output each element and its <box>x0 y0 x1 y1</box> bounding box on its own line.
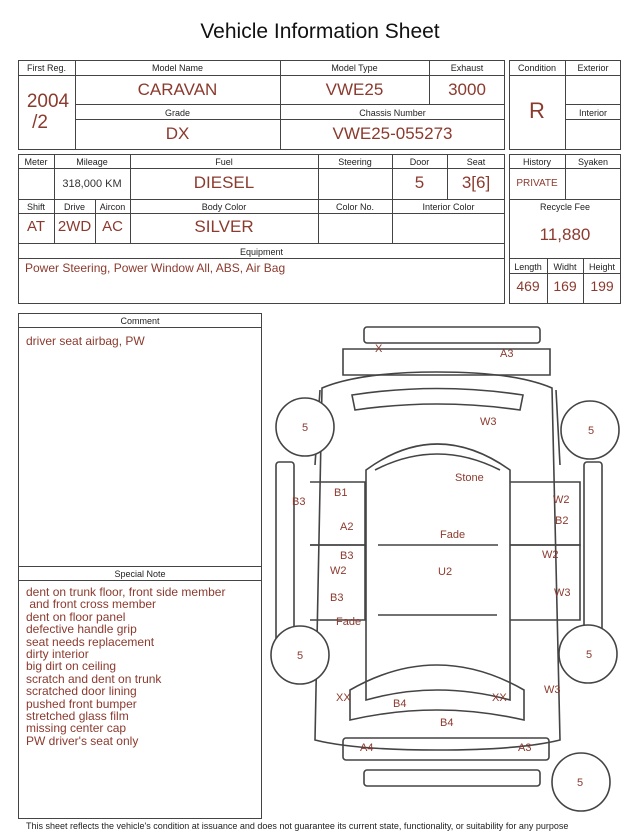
length-label: Length <box>514 262 542 272</box>
mark-rear-right-tire: 5 <box>588 425 595 437</box>
mark-rear-left-tire: 5 <box>302 422 309 434</box>
special-note-item: dirty interior <box>26 647 89 662</box>
drive-label: Drive <box>63 202 85 212</box>
width-label: Widht <box>553 262 577 272</box>
interior-color-label: Interior Color <box>422 202 475 212</box>
mark-front-right-xx: XX <box>492 692 507 704</box>
model-name-value: CARAVAN <box>137 80 218 99</box>
special-note-item: pushed front bumper <box>26 696 137 711</box>
special-note-item: stretched glass film <box>26 709 129 724</box>
chassis-value: VWE25-055273 <box>332 124 453 143</box>
special-note-item: missing center cap <box>26 721 127 736</box>
special-note-label: Special Note <box>114 569 166 579</box>
color-no-label: Color No. <box>335 202 374 212</box>
mark-front-right-w3: W3 <box>544 684 561 696</box>
history-label: History <box>522 157 551 167</box>
mark-right-rear-b2: B2 <box>555 515 569 527</box>
special-note-item: big dirt on ceiling <box>26 659 117 674</box>
door-label: Door <box>409 157 430 167</box>
grade-label: Grade <box>164 108 190 118</box>
model-type-label: Model Type <box>331 63 378 73</box>
mark-rear-bumper-a3: A3 <box>500 348 514 360</box>
seat-value: 3[6] <box>461 173 491 192</box>
exhaust-label: Exhaust <box>450 63 484 73</box>
recycle-fee-value: 11,880 <box>539 225 591 244</box>
seat-label: Seat <box>466 157 486 167</box>
first-reg-label: First Reg. <box>26 63 66 73</box>
height-value: 199 <box>590 278 614 294</box>
model-name-label: Model Name <box>151 63 204 73</box>
exhaust-value: 3000 <box>448 80 486 99</box>
equipment-value: Power Steering, Power Window All, ABS, Air Bag <box>25 261 286 275</box>
special-note-item: PW driver's seat only <box>26 733 139 748</box>
special-note-item: dent on floor panel <box>26 609 126 624</box>
mark-bumper-b4: B4 <box>440 717 454 729</box>
shift-label: Shift <box>26 202 45 212</box>
special-note-item: and front cross member <box>26 597 157 612</box>
condition-label: Condition <box>517 63 557 73</box>
special-note-item: scratch and dent on trunk <box>26 671 162 686</box>
mark-spare-tire: 5 <box>577 777 584 789</box>
mark-roof-u2: U2 <box>438 566 453 578</box>
mark-front-bumper-a3: A3 <box>518 742 532 754</box>
first-reg-year: 2004 <box>26 91 70 112</box>
shift-value: AT <box>26 218 46 235</box>
syaken-label: Syaken <box>577 157 609 167</box>
mark-left-front-b3: B3 <box>330 592 344 604</box>
width-value: 169 <box>553 278 577 294</box>
fuel-label: Fuel <box>215 157 233 167</box>
mark-left-mid-w2: W2 <box>330 565 347 577</box>
condition-value: R <box>529 98 545 123</box>
mark-left-rear-a2: A2 <box>340 521 354 533</box>
footer-disclaimer: This sheet reflects the vehicle's condition at issuance and does not guarantee its current state, functionality, or suitability for any purpose <box>26 821 569 831</box>
model-type-value: VWE25 <box>325 80 384 99</box>
mileage-label: Mileage <box>76 157 108 167</box>
mark-front-left-xx: XX <box>336 692 351 704</box>
length-value: 469 <box>516 278 540 294</box>
door-value: 5 <box>414 173 425 192</box>
meter-label: Meter <box>24 157 48 167</box>
first-reg-month: /2 <box>32 112 48 133</box>
mark-roof-stone: Stone <box>455 472 484 484</box>
special-note-item: seat needs replacement <box>26 634 155 649</box>
mark-hood-b4: B4 <box>393 698 407 710</box>
mark-right-front-w3: W3 <box>554 587 571 599</box>
page-title: Vehicle Information Sheet <box>200 20 440 43</box>
special-note-item: scratched door lining <box>26 684 137 699</box>
special-note-item: defective handle grip <box>26 622 137 637</box>
equipment-label: Equipment <box>239 247 284 257</box>
fuel-value: DIESEL <box>193 173 255 192</box>
mark-rear-bumper-x: X <box>375 343 383 355</box>
mark-front-right-tire: 5 <box>586 649 593 661</box>
mark-roof-fade: Fade <box>440 529 466 541</box>
chassis-label: Chassis Number <box>359 108 426 118</box>
mark-left-rear-b3: B3 <box>292 496 306 508</box>
mark-left-mid-b3: B3 <box>340 550 354 562</box>
grade-value: DX <box>165 124 190 143</box>
recycle-fee-label: Recycle Fee <box>539 202 591 212</box>
mark-front-bumper-a4: A4 <box>360 742 374 754</box>
history-value: PRIVATE <box>516 178 558 189</box>
mark-right-mid-w2: W2 <box>542 549 559 561</box>
mark-rear-right-w3: W3 <box>480 416 497 428</box>
mileage-value: 318,000 KM <box>62 178 122 190</box>
mark-right-rear-w2: W2 <box>553 494 570 506</box>
mark-front-left-tire: 5 <box>297 650 304 662</box>
mark-left-rear-b1: B1 <box>334 487 348 499</box>
comment-label: Comment <box>120 316 160 326</box>
drive-value: 2WD <box>57 218 92 235</box>
comment-value: driver seat airbag, PW <box>26 334 145 348</box>
special-note-item: dent on trunk floor, front side member <box>26 585 226 599</box>
interior-label: Interior <box>578 108 607 118</box>
steering-label: Steering <box>338 157 372 167</box>
body-color-label: Body Color <box>201 202 247 212</box>
height-label: Height <box>588 262 615 272</box>
mark-left-front-fade: Fade <box>336 616 362 628</box>
aircon-label: Aircon <box>99 202 126 212</box>
exterior-label: Exterior <box>577 63 609 73</box>
aircon-value: AC <box>102 218 123 235</box>
body-color-value: SILVER <box>194 217 254 236</box>
